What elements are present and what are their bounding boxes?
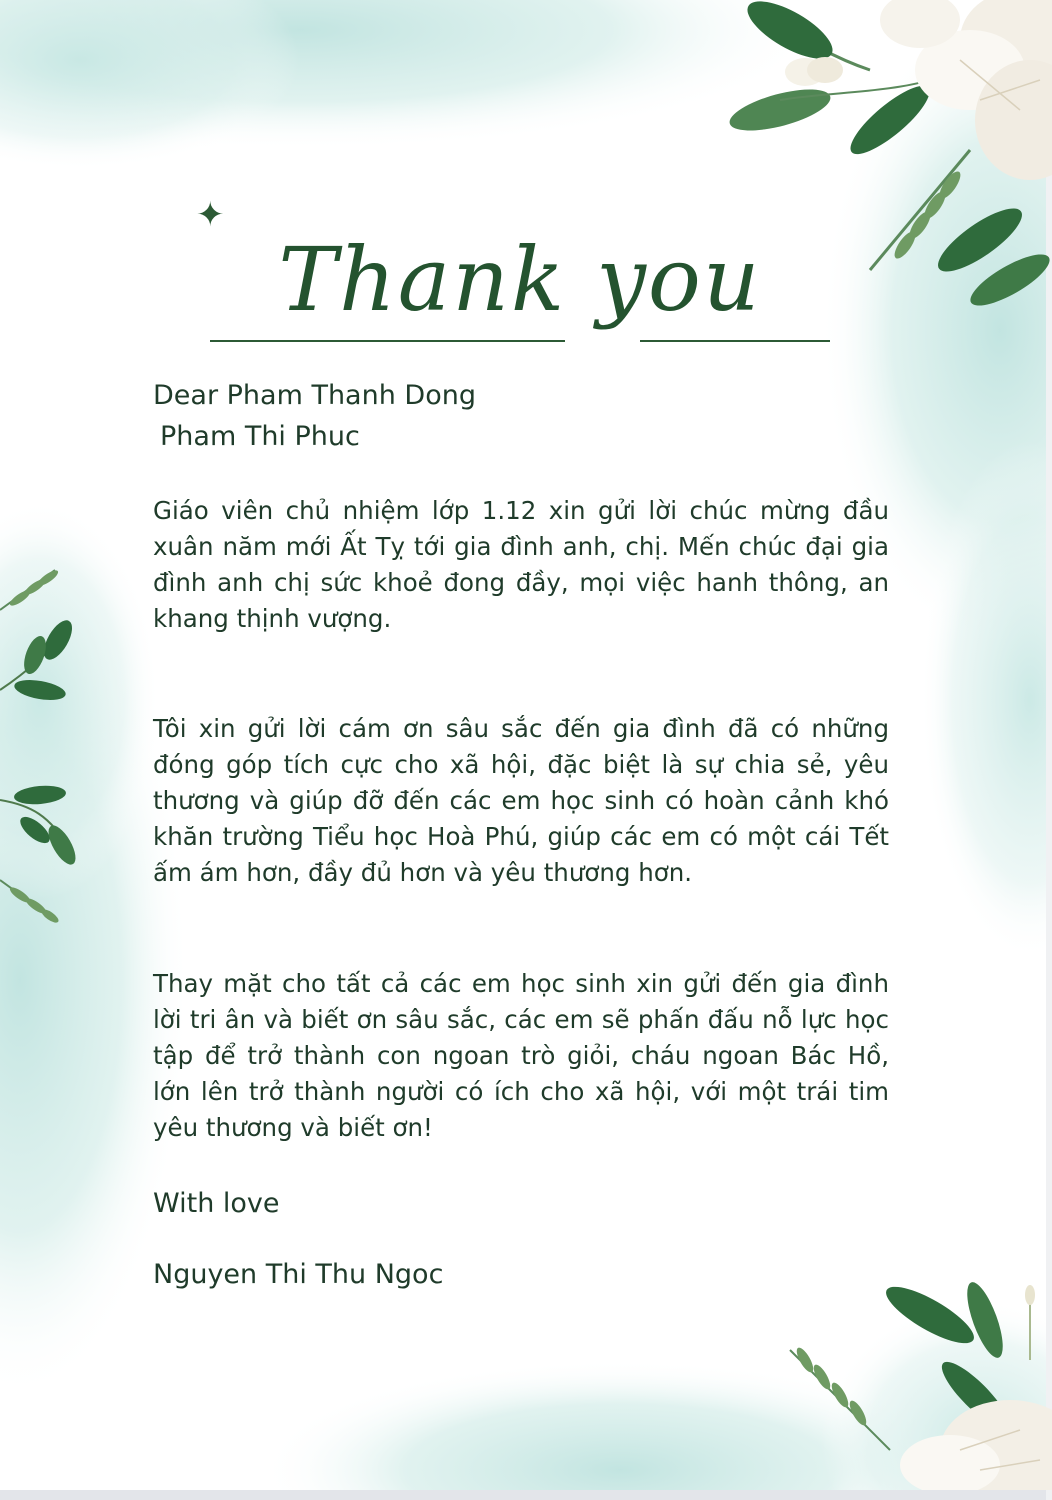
paragraph-2: Tôi xin gửi lời cám ơn sâu sắc đến gia đình đã có những đóng góp tích cực cho xã hội, đặc biệt là sự chia sẻ, yêu thương và giúp đỡ đến các em học sinh có hoàn cảnh khó khăn trường Tiểu học Hoà Phú, giúp các em có một cái Tết ấm ám hơn, đầy đủ hơn và yêu thương hơn. <box>153 714 889 887</box>
title-block <box>210 210 830 360</box>
leaf-branch-left <box>0 560 90 930</box>
signature: Nguyen Thi Thu Ngoc <box>153 1259 444 1290</box>
sparkle-icon: ✦ <box>196 195 225 235</box>
paragraph-3: Thay mặt cho tất cả các em học sinh xin gửi đến gia đình lời tri ân và biết ơn sâu sắc, các em sẽ phấn đấu nỗ lực học tập để trở thành con ngoan trò giỏi, cháu ngoan Bác Hồ, lớn lên trở thành người có ích cho xã hội, với một trái tim yêu thương và biết ơn! <box>153 969 889 1142</box>
paragraph-1: Giáo viên chủ nhiệm lớp 1.12 xin gửi lời chúc mừng đầu xuân năm mới Ất Tỵ tới gia đình anh, chị. Mến chúc đại gia đình anh chị sức khoẻ đong đầy, mọi việc hanh thông, an khang thịnh vượng. <box>153 496 889 633</box>
page-title: Thank you <box>278 228 762 331</box>
leaf-branch-icon <box>0 568 81 925</box>
closing: With love <box>153 1188 280 1219</box>
salutation: Dear Pham Thanh Dong <box>153 380 476 411</box>
title-underline-right <box>640 340 830 342</box>
white-flower-icon <box>900 1400 1052 1490</box>
recipient-name: Pham Thi Phuc <box>160 421 360 452</box>
floral-bottom-right <box>780 1280 1052 1490</box>
title-underline-left <box>210 340 565 342</box>
